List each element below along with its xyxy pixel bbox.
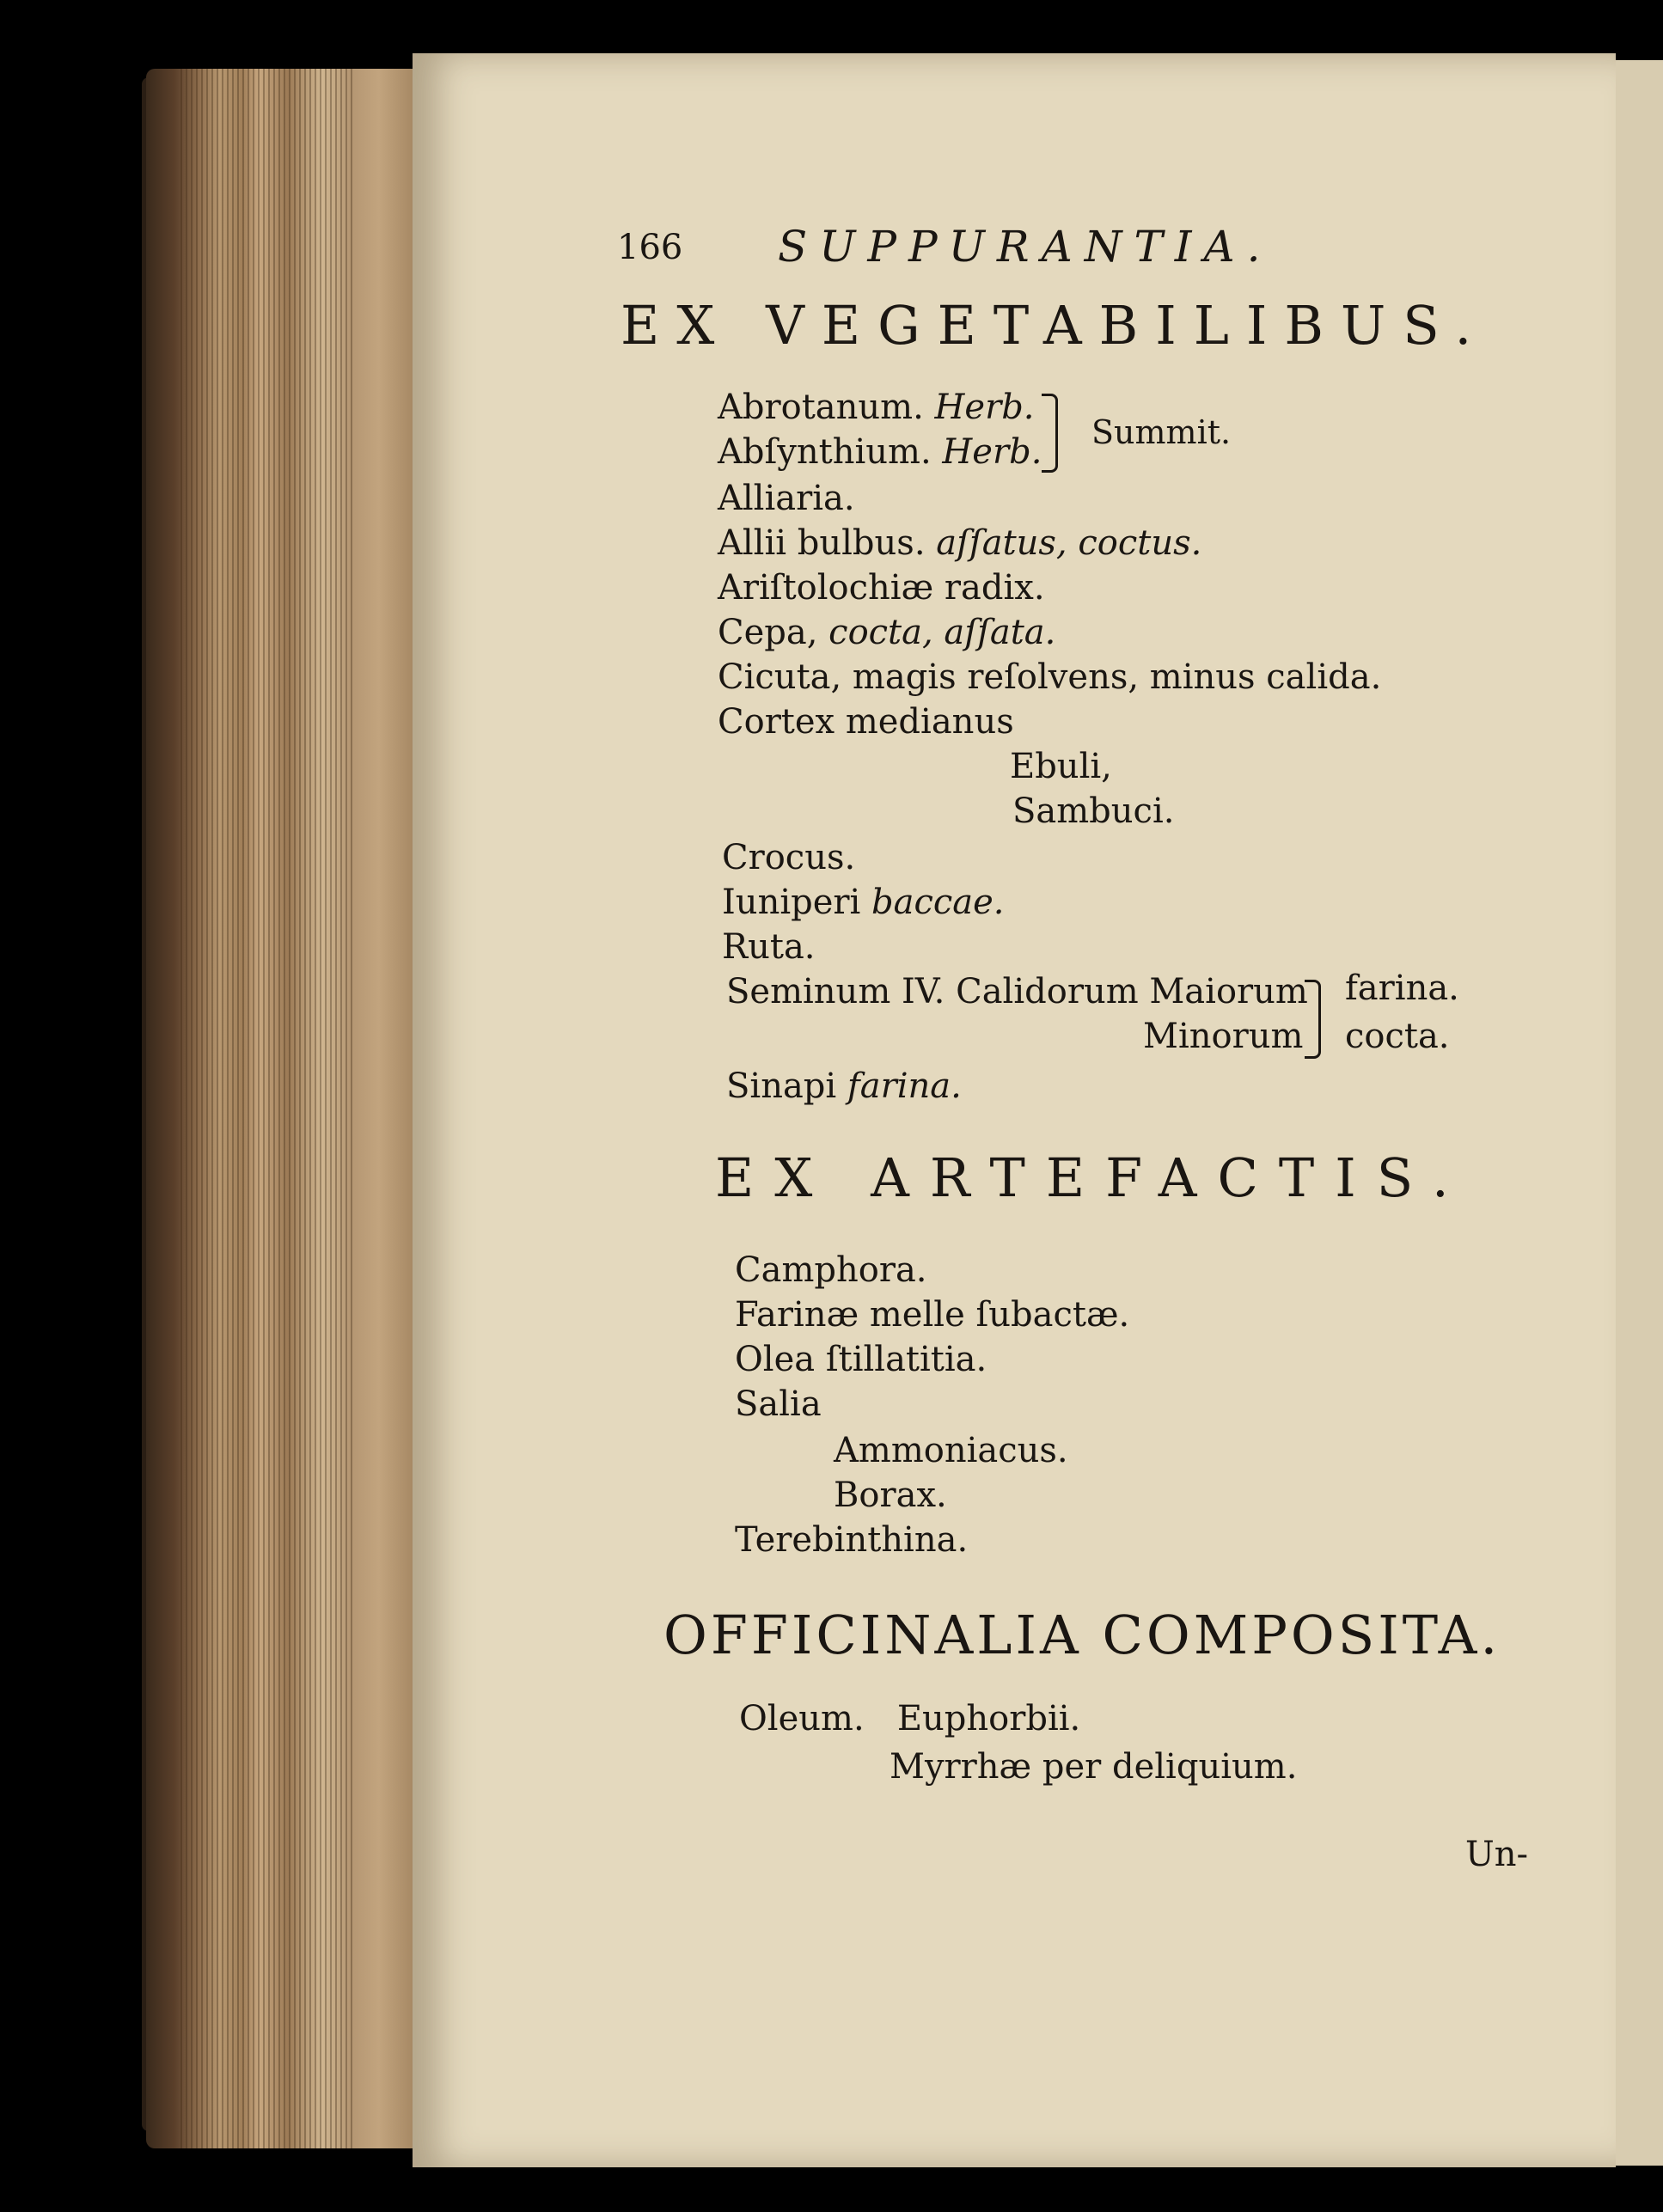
entry-farinae: Farinæ melle ſubactæ.	[735, 1295, 1130, 1335]
bracket-summit	[1042, 394, 1058, 473]
entry-sinapi: Sinapi farina.	[726, 1066, 962, 1106]
entry-seminum: Seminum IV. Calidorum Maiorum	[726, 972, 1308, 1011]
entry-camphora: Camphora.	[735, 1250, 927, 1290]
entry-ebuli: Ebuli,	[1010, 747, 1112, 786]
book-page	[413, 53, 1616, 2167]
entry-allii-bulbus: Allii bulbus. aſſatus, coctus.	[718, 523, 1202, 563]
entry-myrrhae: Myrrhæ per deliquium.	[890, 1747, 1298, 1787]
page-number: 166	[617, 228, 683, 267]
entry-olea: Olea ſtillatitia.	[735, 1340, 987, 1379]
bracket-summit-label: Summit.	[1091, 413, 1232, 451]
entry-absynthium: Abſynthium. Herb.	[718, 432, 1042, 472]
entry-abrotanum: Abrotanum. Herb.	[718, 388, 1035, 427]
entry-alliaria: Alliaria.	[718, 479, 855, 518]
entry-minorum: Minorum	[1143, 1017, 1304, 1056]
section-heading-officinalia: OFFICINALIA COMPOSITA.	[663, 1604, 1501, 1666]
section-heading-vegetabilibus: EX VEGETABILIBUS.	[621, 294, 1489, 357]
entry-borax: Borax.	[834, 1476, 947, 1515]
entry-cortex: Cortex medianus	[718, 702, 1014, 742]
section-heading-artefactis: EX ARTEFACTIS.	[715, 1146, 1470, 1209]
bracket-cocta: cocta.	[1345, 1017, 1450, 1056]
entry-ammoniacus: Ammoniacus.	[834, 1431, 1068, 1470]
entry-cicuta: Cicuta, magis reſolvens, minus calida.	[718, 657, 1382, 697]
bracket-seminum	[1305, 980, 1321, 1059]
running-title: SUPPURANTIA.	[778, 222, 1273, 272]
entry-sambuci: Sambuci.	[1012, 791, 1175, 831]
entry-crocus: Crocus.	[722, 838, 856, 877]
page-edges	[146, 69, 430, 2148]
entry-aristolochia: Ariſtolochiæ radix.	[718, 568, 1045, 608]
entry-terebinthina: Terebinthina.	[735, 1520, 969, 1560]
bracket-farina: farina.	[1345, 969, 1459, 1008]
entry-oleum: Oleum. Euphorbii.	[739, 1699, 1081, 1738]
entry-ruta: Ruta.	[722, 927, 816, 967]
catchword: Un-	[1465, 1835, 1528, 1874]
entry-iuniperi: Iuniperi baccae.	[722, 883, 1005, 922]
entry-cepa: Cepa, cocta, aſſata.	[718, 613, 1056, 652]
entry-salia: Salia	[735, 1384, 822, 1424]
facing-page-edge	[1614, 60, 1663, 2166]
